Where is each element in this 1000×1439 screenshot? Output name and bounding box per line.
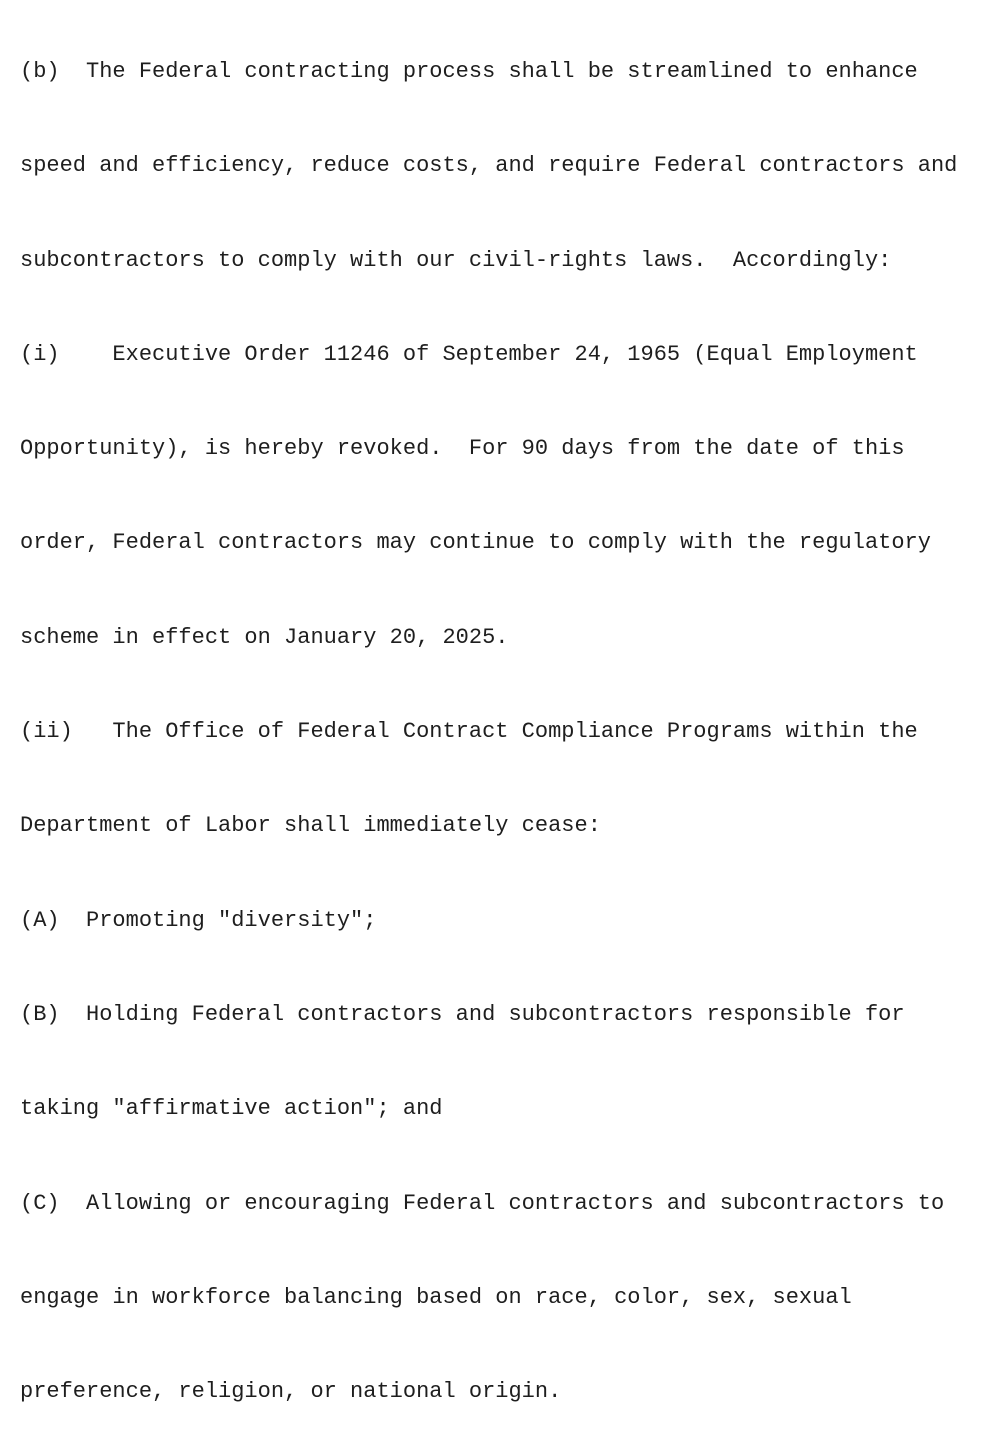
paragraph-b-line: subcontractors to comply with our civil-rights laws. Accordingly: — [20, 247, 892, 273]
subsection-ii-line: Department of Labor shall immediately cease: — [20, 813, 601, 839]
subsection-i-line: scheme in effect on January 20, 2025. — [20, 624, 509, 650]
subsection-i-line: order, Federal contractors may continue to comply with the regulatory — [20, 530, 931, 556]
clause-c-line: engage in workforce balancing based on race, color, sex, sexual — [20, 1284, 852, 1310]
document-body — [20, 0, 990, 1439]
paragraph-b-line: speed and efficiency, reduce costs, and require Federal contractors and — [20, 153, 958, 179]
clause-b-line: (B) Holding Federal contractors and subcontractors responsible for — [20, 1001, 905, 1027]
clause-b-line: taking "affirmative action"; and — [20, 1096, 443, 1122]
subsection-i-line: (i) Executive Order 11246 of September 24, 1965 (Equal Employment — [20, 341, 918, 367]
clause-c-line: preference, religion, or national origin. — [20, 1379, 562, 1405]
clause-a-line: (A) Promoting "diversity"; — [20, 907, 377, 933]
clause-c-line: (C) Allowing or encouraging Federal contractors and subcontractors to — [20, 1190, 945, 1216]
paragraph-b-line: (b) The Federal contracting process shall be streamlined to enhance — [20, 59, 918, 84]
subsection-ii-line: (ii) The Office of Federal Contract Compliance Programs within the — [20, 719, 918, 745]
subsection-i-line: Opportunity), is hereby revoked. For 90 days from the date of this — [20, 436, 905, 462]
